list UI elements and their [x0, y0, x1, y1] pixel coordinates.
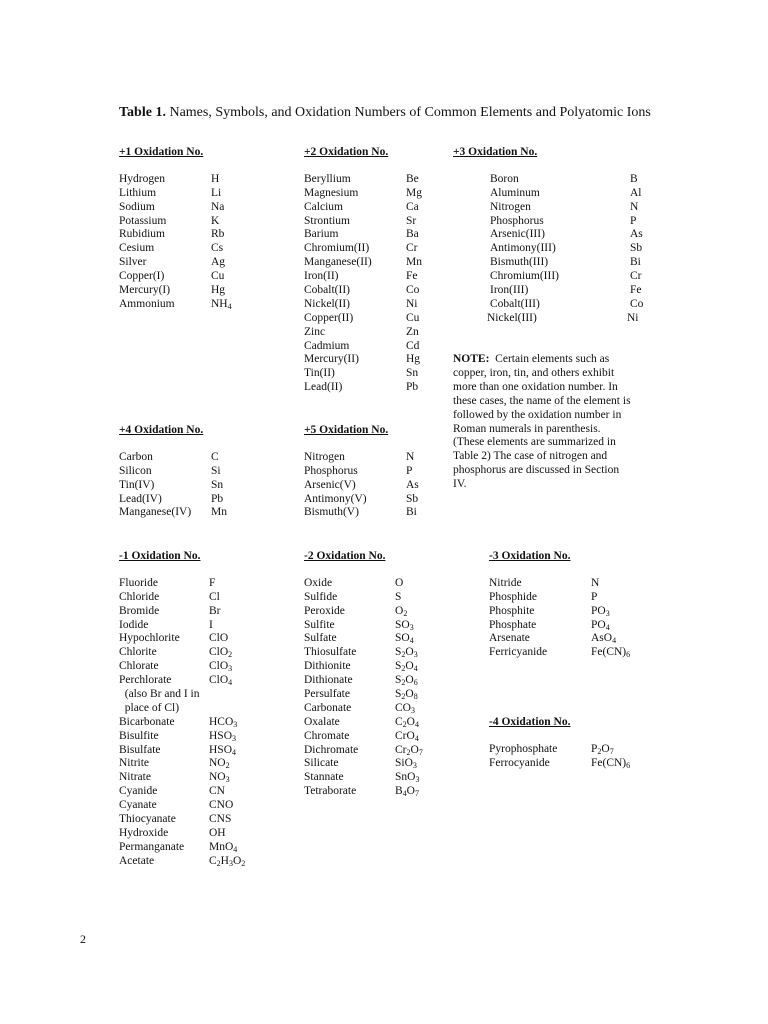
row-name: Hypochlorite — [119, 632, 180, 645]
row-name: Iron(III) — [490, 284, 529, 297]
row-symbol: Li — [211, 186, 222, 199]
note-text: Certain elements such as copper, iron, tin, and others exhibit more than one oxidation number. In these cases, the name of the element is followed by the oxidation number in Roman numerals in parenthesis. (These elements are summarized in Table 2) The case of nitrogen and phosphorus are discussed in Section IV. — [453, 353, 631, 491]
row-name: Oxide — [304, 576, 333, 589]
row-name: Iron(II) — [304, 270, 339, 283]
table-row — [119, 284, 232, 298]
row-name: Acetate — [119, 854, 155, 867]
table-row — [119, 493, 227, 507]
table-row — [304, 785, 423, 799]
row-symbol: Cu — [211, 270, 225, 283]
row-name: Chlorite — [119, 646, 157, 659]
row-name: Dichromate — [304, 743, 359, 756]
table-row — [304, 660, 423, 674]
row-symbol: $HSO_4$ — [209, 743, 237, 757]
row-symbol: $NH_4$ — [211, 297, 232, 311]
page-number: 2 — [80, 932, 86, 946]
row-symbol: SnO$_3$ — [395, 771, 420, 785]
row-name: Chromate — [304, 729, 350, 742]
table-row — [453, 228, 643, 242]
row-symbol: Ag — [211, 256, 226, 269]
table-row — [304, 270, 422, 284]
table-row — [489, 757, 630, 771]
section-heading: +4 Oxidation No. — [119, 424, 204, 436]
row-symbol: $PO_3$ — [591, 604, 610, 618]
table-row — [453, 298, 643, 312]
section-plus1 — [119, 146, 232, 312]
row-name: place of Cl) — [119, 701, 180, 714]
table-row — [304, 744, 423, 758]
table-row — [304, 298, 422, 312]
table-row — [453, 173, 643, 187]
row-symbol: Hg — [211, 284, 226, 297]
table-row — [119, 716, 245, 730]
row-symbol: Be — [406, 172, 419, 185]
row-name: Cadmium — [304, 339, 350, 352]
row-symbol: Cr — [406, 242, 418, 255]
row-name: Zinc — [304, 325, 326, 338]
row-symbol: Fe — [406, 270, 418, 283]
table-row — [119, 228, 232, 242]
table-row — [119, 646, 245, 660]
row-name: Cobalt(III) — [490, 297, 540, 310]
section-heading: +1 Oxidation No. — [119, 146, 204, 158]
table-row — [489, 646, 630, 660]
table-row — [453, 312, 643, 326]
table-title — [119, 105, 719, 121]
table-row — [119, 215, 232, 229]
table-row — [304, 242, 422, 256]
row-symbol: $S_2O_3$ — [395, 646, 418, 660]
row-symbol: $B_4O_7$ — [395, 785, 419, 799]
section-heading: -4 Oxidation No. — [489, 716, 571, 728]
table-row — [119, 771, 245, 785]
row-name: (also Br and I in — [119, 688, 200, 701]
row-symbol: Mg — [406, 186, 422, 199]
row-name: Cyanide — [119, 785, 158, 798]
table-row — [304, 591, 423, 605]
row-name: Arsenic(III) — [490, 228, 545, 241]
row-symbol: Sb — [630, 242, 643, 255]
table-row — [304, 506, 419, 520]
table-row — [304, 326, 422, 340]
row-name: Cobalt(II) — [304, 284, 350, 297]
row-name: Peroxide — [304, 604, 345, 617]
table-row — [304, 367, 422, 381]
row-name: Lead(IV) — [119, 492, 162, 505]
row-name: Mercury(I) — [119, 284, 171, 297]
table-row — [119, 619, 245, 633]
table-row — [304, 284, 422, 298]
table-row — [304, 479, 419, 493]
table-row — [304, 730, 423, 744]
table-row — [119, 799, 245, 813]
row-name: Thiocyanate — [119, 813, 176, 826]
row-symbol: ClO$_4$ — [209, 674, 233, 688]
row-name: Arsenate — [489, 632, 530, 645]
row-symbol: $PO_4$ — [591, 618, 610, 632]
row-name: Arsenic(V) — [304, 478, 356, 491]
row-name: Tetraborate — [304, 785, 357, 798]
table-label: Table 1. — [119, 105, 166, 120]
row-name: Tin(II) — [304, 367, 335, 380]
row-name: Stannate — [304, 771, 344, 784]
row-name: Hydroxide — [119, 826, 169, 839]
row-name: Phosphite — [489, 604, 535, 617]
row-name: Bisulfate — [119, 743, 161, 756]
row-name: Carbonate — [304, 701, 352, 714]
table-row — [453, 215, 643, 229]
row-symbol: $NO_2$ — [209, 757, 230, 771]
row-name: Tin(IV) — [119, 478, 155, 491]
table-row — [119, 674, 245, 688]
row-name: Bismuth(V) — [304, 506, 359, 519]
table-row — [119, 270, 232, 284]
row-name: Magnesium — [304, 186, 359, 199]
row-symbol: $NO_3$ — [209, 771, 230, 785]
row-name: Phosphorus — [304, 464, 358, 477]
row-name: Pyrophosphate — [489, 742, 558, 755]
table-row — [119, 201, 232, 215]
row-name: Permanganate — [119, 840, 185, 853]
row-symbol: Sn — [211, 478, 224, 491]
table-row — [119, 688, 245, 702]
table-row — [119, 855, 245, 869]
row-name: Lead(II) — [304, 381, 343, 394]
row-symbol: $HCO_3$ — [209, 715, 238, 729]
table-row — [304, 312, 422, 326]
row-name: Rubidium — [119, 228, 166, 241]
row-name: Bromide — [119, 604, 160, 617]
row-symbol: ClO — [209, 632, 229, 645]
table-row — [119, 813, 245, 827]
table-row — [304, 702, 423, 716]
table-row — [304, 632, 423, 646]
table-row — [304, 215, 422, 229]
row-symbol: CNS — [209, 813, 232, 826]
row-symbol: Cr — [630, 270, 642, 283]
row-name: Chromium(II) — [304, 242, 370, 255]
table-title-text: Names, Symbols, and Oxidation Numbers of Common Elements and Polyatomic Ions — [169, 105, 651, 120]
table-row — [119, 506, 227, 520]
table-row — [304, 619, 423, 633]
table-row — [119, 173, 232, 187]
row-symbol: $C_2O_4$ — [395, 715, 419, 729]
row-symbol: F — [209, 576, 216, 589]
row-symbol: $Fe(CN)_6$ — [591, 646, 631, 660]
row-name: Antimony(III) — [490, 242, 556, 255]
row-name: Beryllium — [304, 172, 351, 185]
table-row — [304, 353, 422, 367]
row-name: Bisulfite — [119, 729, 159, 742]
row-name: Calcium — [304, 200, 343, 213]
row-symbol: SiO$_3$ — [395, 757, 417, 771]
row-symbol: Si — [211, 464, 221, 477]
table-row — [453, 242, 643, 256]
table-row — [304, 228, 422, 242]
row-symbol: CNO — [209, 799, 234, 812]
row-symbol: S — [395, 590, 402, 603]
row-symbol: Sn — [406, 367, 419, 380]
table-row — [304, 716, 423, 730]
note-label: NOTE: — [453, 353, 490, 365]
row-symbol: N — [630, 200, 639, 213]
row-symbol: MnO$_4$ — [209, 840, 238, 854]
row-symbol: $SO_3$ — [395, 618, 414, 632]
table-row — [119, 841, 245, 855]
row-name: Silicate — [304, 757, 339, 770]
row-symbol: Cu — [406, 311, 420, 324]
row-symbol: Cl — [209, 590, 220, 603]
row-name: Cyanate — [119, 799, 157, 812]
row-name: Barium — [304, 228, 339, 241]
table-row — [119, 827, 245, 841]
row-symbol: $Fe(CN)_6$ — [591, 756, 631, 770]
section-minus1 — [119, 550, 245, 869]
table-row — [304, 493, 419, 507]
table-row — [119, 632, 245, 646]
row-symbol: Ni — [406, 297, 418, 310]
table-row — [119, 577, 245, 591]
row-name: Iodide — [119, 618, 149, 631]
row-name: Perchlorate — [119, 674, 172, 687]
section-minus4 — [489, 716, 630, 771]
row-symbol: B — [630, 172, 638, 185]
row-symbol: Al — [630, 186, 642, 199]
row-name: Chloride — [119, 590, 160, 603]
row-symbol: Cd — [406, 339, 420, 352]
table-row — [304, 646, 423, 660]
table-row — [119, 757, 245, 771]
table-row — [304, 465, 419, 479]
row-name: Nitride — [489, 576, 522, 589]
row-name: Dithionite — [304, 660, 351, 673]
table-row — [119, 591, 245, 605]
row-name: Manganese(II) — [304, 256, 372, 269]
section-plus5 — [304, 424, 419, 520]
row-symbol: Hg — [406, 353, 421, 366]
table-row — [119, 479, 227, 493]
row-name: Nitrate — [119, 771, 151, 784]
row-symbol: Bi — [630, 256, 641, 269]
row-name: Nitrogen — [490, 200, 531, 213]
row-symbol: Cs — [211, 242, 224, 255]
row-symbol: Pb — [211, 492, 224, 505]
table-row — [489, 591, 630, 605]
table-row — [304, 771, 423, 785]
table-row — [453, 284, 643, 298]
table-row — [489, 743, 630, 757]
table-row — [119, 187, 232, 201]
section-heading: -3 Oxidation No. — [489, 550, 571, 562]
table-row — [119, 298, 232, 312]
row-name: Hydrogen — [119, 172, 165, 185]
row-name: Ammonium — [119, 297, 175, 310]
table-row — [119, 256, 232, 270]
row-name: Phosphate — [489, 618, 537, 631]
table-row — [453, 270, 643, 284]
row-symbol: OH — [209, 826, 226, 839]
table-row — [119, 242, 232, 256]
row-symbol: CrO$_4$ — [395, 729, 419, 743]
row-name: Nickel(II) — [304, 297, 350, 310]
table-row — [304, 605, 423, 619]
row-symbol: Mn — [406, 256, 422, 269]
row-name: Cesium — [119, 242, 155, 255]
row-symbol: Br — [209, 604, 221, 617]
row-name: Aluminum — [490, 186, 540, 199]
table-row — [119, 744, 245, 758]
row-symbol: Sb — [406, 492, 419, 505]
table-row — [304, 577, 423, 591]
row-symbol: $Cr_2O_7$ — [395, 743, 423, 757]
table-row — [304, 340, 422, 354]
row-symbol: $C_2H_3O_2$ — [209, 854, 246, 868]
section-heading: -2 Oxidation No. — [304, 550, 386, 562]
row-name: Mercury(II) — [304, 353, 359, 366]
row-name: Carbon — [119, 450, 153, 463]
row-name: Ferricyanide — [489, 646, 548, 659]
row-symbol: K — [211, 214, 220, 227]
row-symbol: Mn — [211, 506, 227, 519]
table-row — [119, 702, 245, 716]
row-name: Copper(II) — [304, 311, 354, 324]
row-symbol: ClO$_2$ — [209, 646, 233, 660]
row-name: Silver — [119, 256, 147, 269]
table-row — [453, 256, 643, 270]
section-heading: -1 Oxidation No. — [119, 550, 201, 562]
row-name: Potassium — [119, 214, 167, 227]
row-name: Fluoride — [119, 576, 158, 589]
row-name: Lithium — [119, 186, 157, 199]
table-row — [489, 577, 630, 591]
note-paragraph — [453, 353, 633, 492]
table-row — [304, 674, 423, 688]
row-name: Sulfide — [304, 590, 338, 603]
section-plus2 — [304, 146, 422, 395]
row-name: Thiosulfate — [304, 646, 357, 659]
table-row — [489, 619, 630, 633]
table-row — [119, 605, 245, 619]
row-symbol: P — [406, 464, 413, 477]
row-name: Nitrite — [119, 757, 150, 770]
row-symbol: $CO_3$ — [395, 701, 415, 715]
row-name: Phosphide — [489, 590, 537, 603]
table-row — [489, 605, 630, 619]
table-row — [304, 256, 422, 270]
table-row — [489, 632, 630, 646]
row-name: Strontium — [304, 214, 351, 227]
table-row — [304, 451, 419, 465]
row-symbol: AsO$_4$ — [591, 632, 617, 646]
row-symbol: P — [630, 214, 637, 227]
table-row — [304, 688, 423, 702]
section-minus3 — [489, 550, 630, 660]
section-plus4 — [119, 424, 227, 520]
row-symbol: Bi — [406, 506, 417, 519]
row-name: Sulfate — [304, 632, 337, 645]
row-symbol: Ca — [406, 200, 419, 213]
row-name: Phosphorus — [490, 214, 544, 227]
table-row — [453, 201, 643, 215]
row-symbol: $SO_4$ — [395, 632, 414, 646]
table-row — [119, 730, 245, 744]
row-symbol: Ni — [627, 311, 639, 324]
table-row — [304, 757, 423, 771]
row-symbol: $O_2$ — [395, 604, 408, 618]
row-name: Copper(I) — [119, 270, 165, 283]
section-heading: +2 Oxidation No. — [304, 146, 389, 158]
section-heading: +5 Oxidation No. — [304, 424, 389, 436]
row-symbol: H — [211, 172, 220, 185]
table-row — [119, 465, 227, 479]
section-minus2 — [304, 550, 423, 799]
row-symbol: Zn — [406, 325, 419, 338]
row-name: Nitrogen — [304, 450, 345, 463]
row-name: Ferrocyanide — [489, 756, 550, 769]
row-symbol: Co — [630, 297, 644, 310]
row-symbol: CN — [209, 785, 225, 798]
row-name: Silicon — [119, 464, 152, 477]
row-symbol: Rb — [211, 228, 225, 241]
row-name: Dithionate — [304, 674, 353, 687]
row-symbol: $S_2O_6$ — [395, 674, 418, 688]
row-name: Chlorate — [119, 660, 159, 673]
row-symbol: Ba — [406, 228, 419, 241]
row-name: Chromium(III) — [490, 270, 559, 283]
section-heading: +3 Oxidation No. — [453, 146, 538, 158]
table-row — [119, 660, 245, 674]
row-name: Antimony(V) — [304, 492, 367, 505]
row-name: Sodium — [119, 200, 155, 213]
row-name: Nickel(III) — [487, 311, 537, 324]
table-row — [304, 381, 422, 395]
row-symbol: Fe — [630, 284, 642, 297]
row-name: Boron — [490, 172, 519, 185]
section-plus3 — [453, 146, 643, 326]
table-row — [304, 173, 422, 187]
table-row — [119, 785, 245, 799]
table-row — [304, 187, 422, 201]
row-symbol: N — [591, 576, 600, 589]
row-symbol: $S_2O_4$ — [395, 660, 418, 674]
row-symbol: $S_2O_8$ — [395, 688, 418, 702]
table-row — [304, 201, 422, 215]
row-name: Manganese(IV) — [119, 506, 192, 519]
row-symbol: Pb — [406, 381, 419, 394]
row-name: Oxalate — [304, 715, 340, 728]
row-name: Bicarbonate — [119, 715, 175, 728]
row-symbol: As — [406, 478, 419, 491]
row-symbol: As — [630, 228, 643, 241]
row-name: Sulfite — [304, 618, 335, 631]
row-name: Persulfate — [304, 688, 350, 701]
row-name: Bismuth(III) — [490, 256, 549, 269]
row-symbol: Co — [406, 284, 420, 297]
row-symbol: ClO$_3$ — [209, 660, 233, 674]
table-row — [453, 187, 643, 201]
row-symbol: I — [209, 618, 213, 631]
row-symbol: Sr — [406, 214, 417, 227]
row-symbol: $P_2O_7$ — [591, 742, 614, 756]
table-row — [119, 451, 227, 465]
row-symbol: C — [211, 450, 219, 463]
row-symbol: O — [395, 576, 404, 589]
row-symbol: $HSO_3$ — [209, 729, 237, 743]
row-symbol: P — [591, 590, 598, 603]
row-symbol: N — [406, 450, 415, 463]
row-symbol: Na — [211, 200, 225, 213]
